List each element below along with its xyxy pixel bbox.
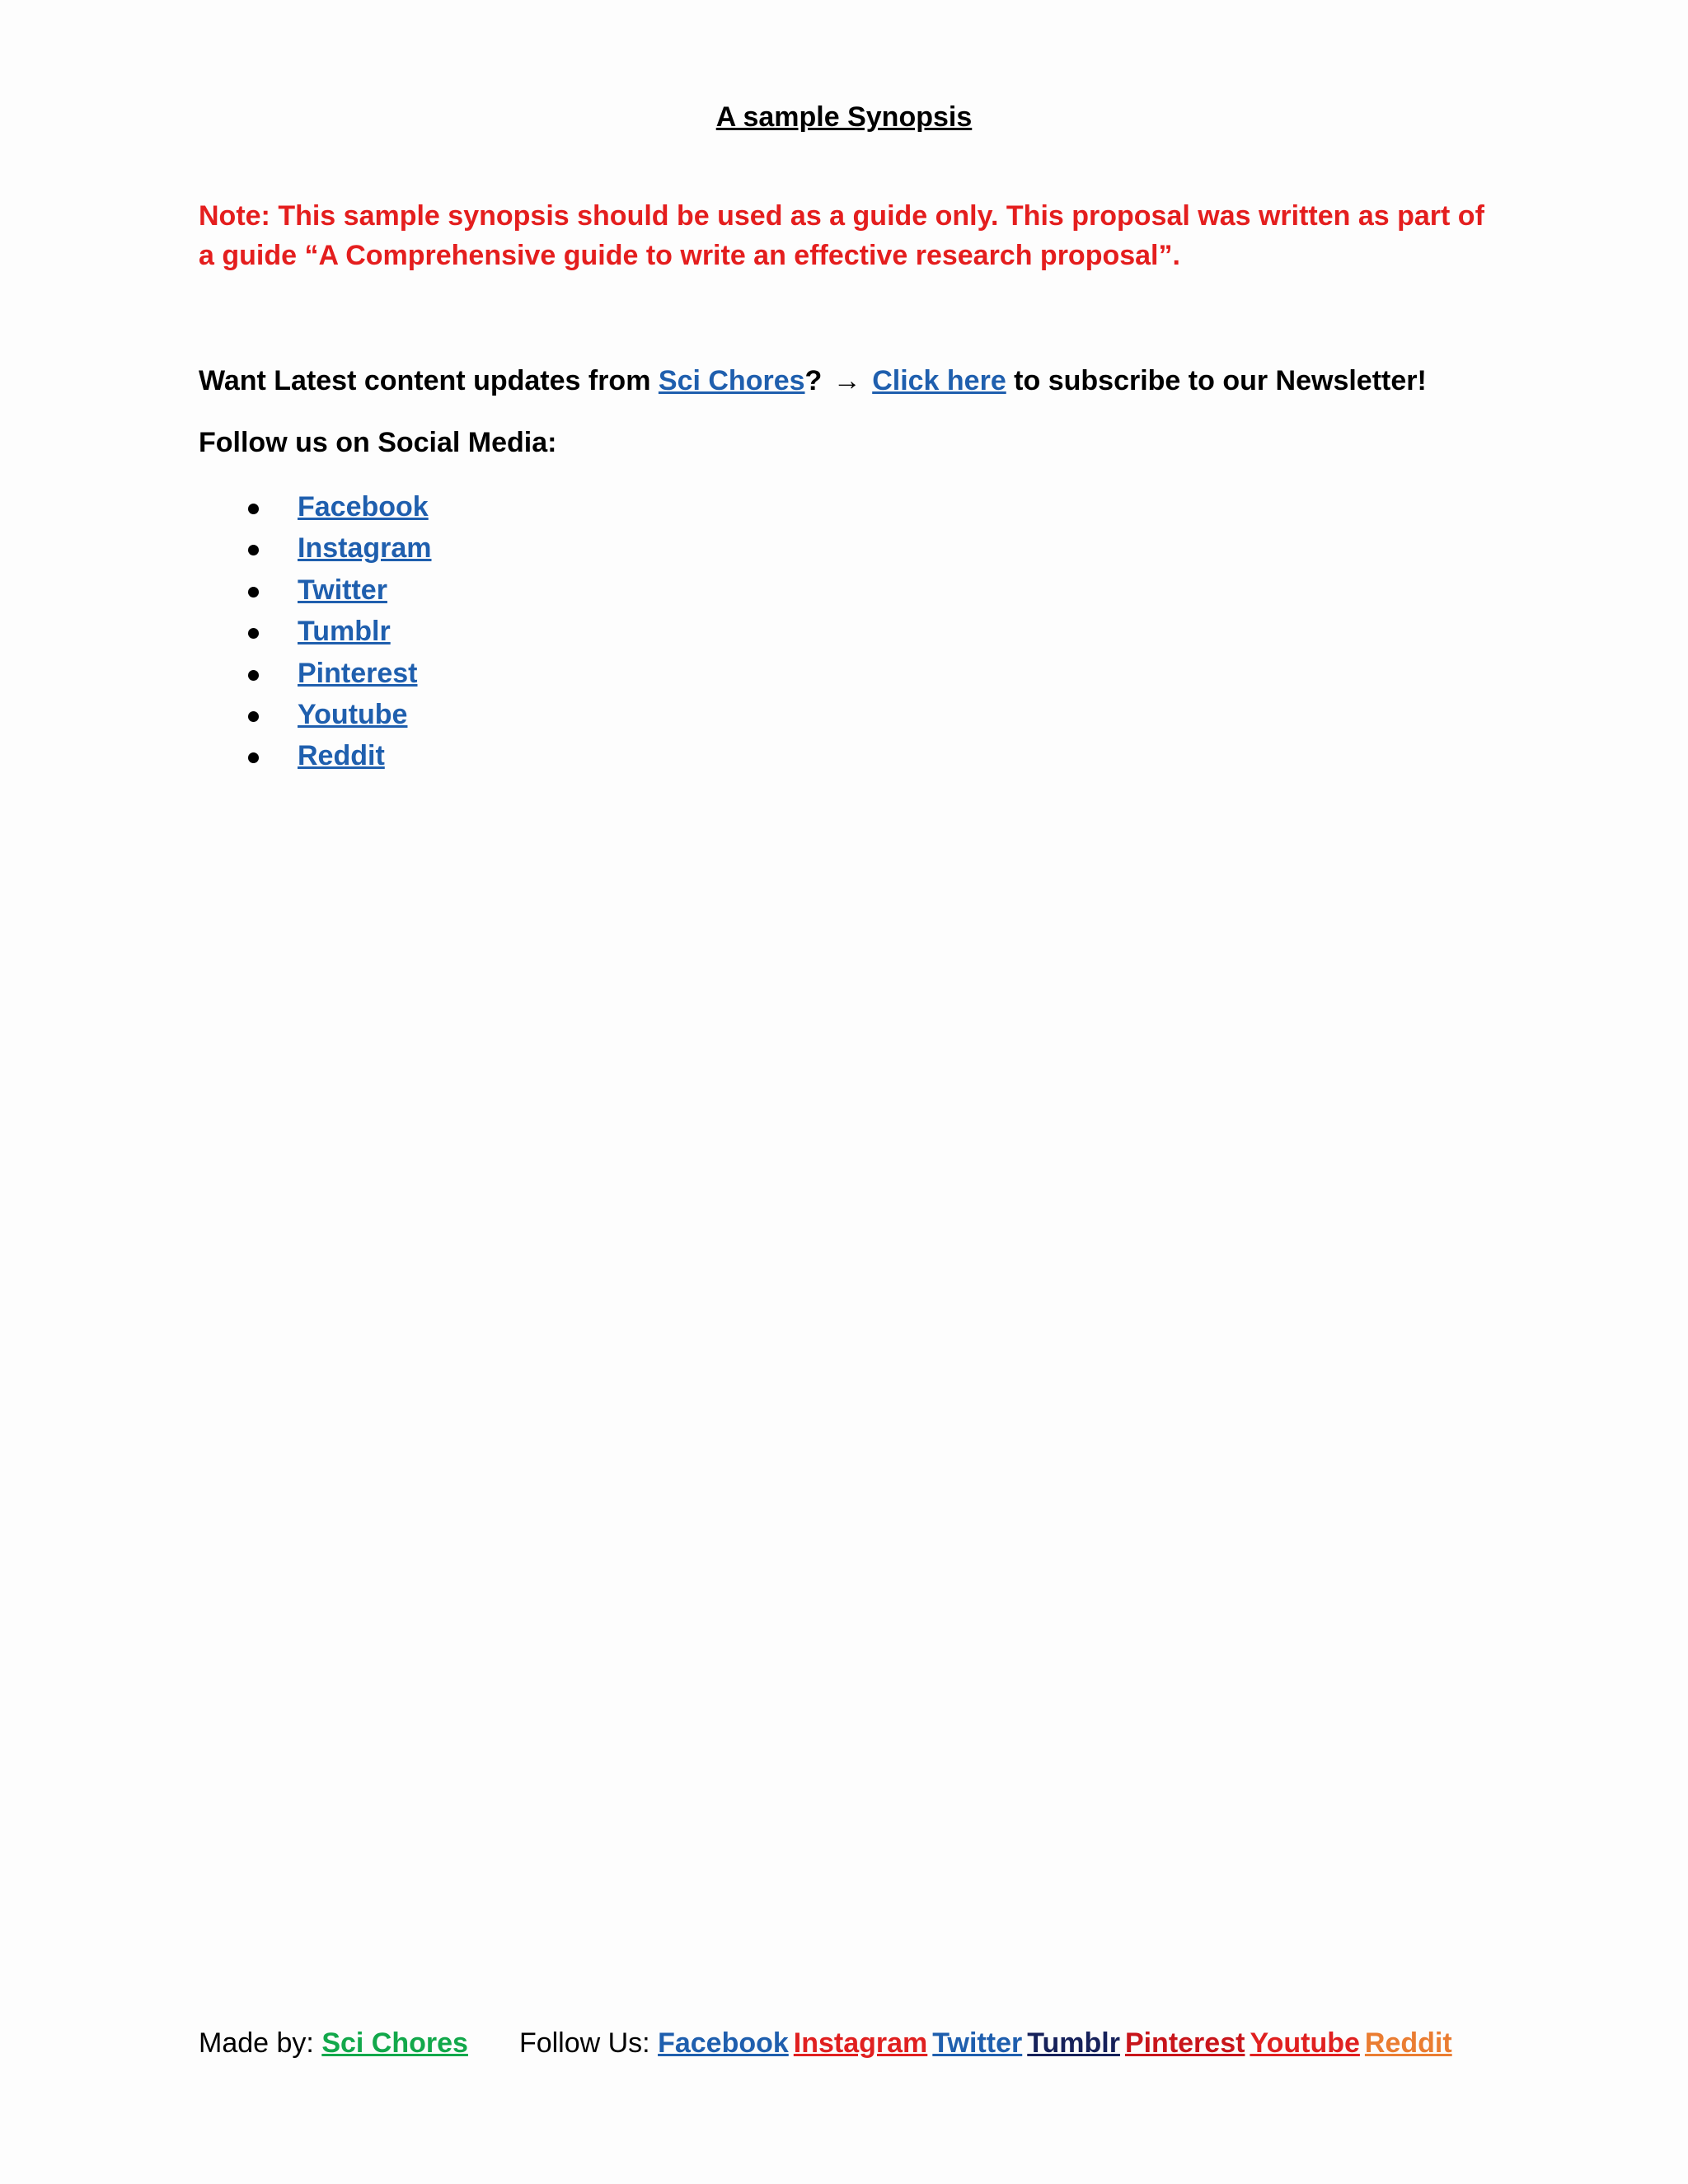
guide-note: Note: This sample synopsis should be used as a guide only. This proposal was written as part of a guide “A Comprehensive guide to write an effective research proposal”.	[199, 200, 1484, 271]
list-item	[199, 653, 432, 694]
bullet-icon	[248, 504, 259, 514]
right-arrow-icon: →	[832, 365, 861, 396]
bullet-icon	[248, 670, 259, 681]
instagram-link[interactable]: Instagram	[298, 532, 432, 565]
pinterest-link[interactable]: Pinterest	[298, 657, 418, 689]
list-item	[199, 527, 432, 569]
twitter-link[interactable]: Twitter	[298, 574, 387, 606]
bullet-icon	[248, 711, 259, 722]
list-item	[199, 735, 432, 776]
list-item	[199, 694, 432, 735]
bullet-icon	[248, 752, 259, 763]
newsletter-question: ?	[804, 365, 823, 396]
follow-us-label: Follow Us:	[518, 2027, 659, 2059]
footer-reddit-link[interactable]: Reddit	[1364, 2027, 1452, 2059]
footer-facebook-link[interactable]: Facebook	[658, 2027, 789, 2059]
subscribe-link[interactable]: Click here	[872, 365, 1006, 396]
newsletter-prefix: Want Latest content updates from	[199, 365, 659, 396]
footer-sci-chores-link[interactable]: Sci Chores	[321, 2027, 468, 2059]
facebook-link[interactable]: Facebook	[298, 491, 429, 523]
document-title: A sample Synopsis	[715, 101, 973, 133]
footer-twitter-link[interactable]: Twitter	[932, 2027, 1023, 2059]
footer-pinterest-link[interactable]: Pinterest	[1124, 2027, 1245, 2059]
social-links-list	[199, 486, 432, 777]
made-by-label: Made by:	[199, 2027, 322, 2059]
tumblr-link[interactable]: Tumblr	[298, 616, 391, 648]
list-item	[199, 486, 432, 527]
list-item	[199, 569, 432, 611]
footer-tumblr-link[interactable]: Tumblr	[1027, 2027, 1120, 2059]
newsletter-line	[199, 361, 1517, 401]
bullet-icon	[248, 628, 259, 639]
newsletter-suffix: to subscribe to our Newsletter!	[1006, 365, 1427, 396]
footer-youtube-link[interactable]: Youtube	[1250, 2027, 1360, 2059]
list-item	[199, 611, 432, 652]
reddit-link[interactable]: Reddit	[298, 740, 385, 772]
bullet-icon	[248, 545, 259, 555]
page-footer	[199, 2023, 1457, 2063]
bullet-icon	[248, 587, 259, 598]
footer-instagram-link[interactable]: Instagram	[793, 2027, 928, 2059]
sci-chores-link[interactable]: Sci Chores	[658, 365, 805, 396]
youtube-link[interactable]: Youtube	[298, 698, 408, 730]
follow-heading: Follow us on Social Media:	[199, 427, 557, 458]
